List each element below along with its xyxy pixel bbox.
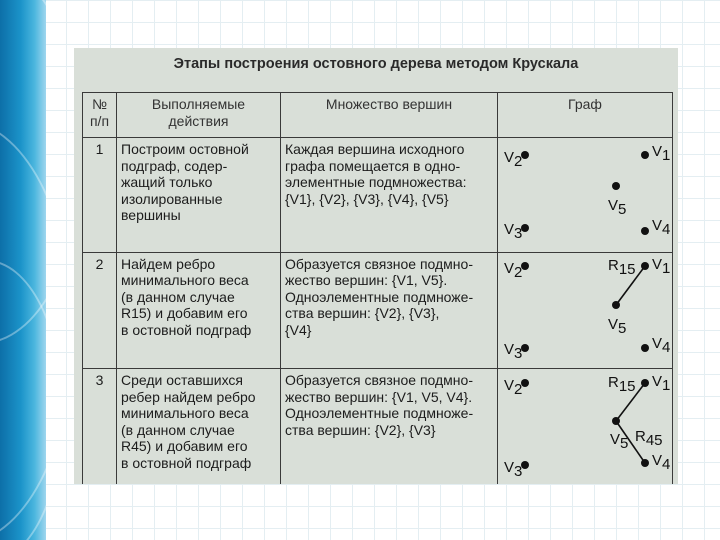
vertex-v1	[641, 151, 649, 159]
header-actions: Выполняемые действия	[117, 93, 281, 138]
label-v2: V2	[504, 149, 523, 170]
table-row	[83, 369, 673, 485]
header-vertex-set: Множество вершин	[281, 93, 498, 138]
vertex-v5	[612, 301, 620, 309]
vertex-v5	[612, 417, 620, 425]
label-v1: V1	[652, 373, 671, 394]
vertex-v4	[641, 344, 649, 352]
step-vertex-set: Образуется связное подмно- жество вершин: {V1, V5}. Одноэлементные подмноже- ства вершин: {V2}, {V3}, {V4}	[281, 252, 498, 369]
table-row	[83, 138, 673, 253]
label-v5: V5	[608, 315, 627, 337]
step-action: Среди оставшихся ребер найдем ребро минимального веса (в данном случае R45) и добавим его в остовной подграф	[117, 369, 281, 485]
step-action: Построим остовной подграф, содер- жащий только изолированные вершины	[117, 138, 281, 253]
step-graph	[498, 369, 673, 485]
vertex-v5	[612, 182, 620, 190]
label-v4: V4	[652, 217, 671, 238]
step-graph	[498, 252, 673, 369]
step-number: 2	[83, 252, 117, 369]
label-v4: V4	[652, 452, 671, 473]
label-r15: R15	[608, 374, 636, 395]
table-row	[83, 252, 673, 369]
label-v3: V3	[504, 221, 523, 242]
step-action: Найдем ребро минимального веса (в данном случае R15) и добавим его в остовной подграф	[117, 252, 281, 369]
label-r15: R15	[608, 256, 636, 278]
label-v5: V5	[608, 197, 627, 218]
kruskal-table	[82, 92, 673, 484]
step-number: 3	[83, 369, 117, 485]
step-vertex-set: Образуется связное подмно- жество вершин: {V1, V5, V4}. Одноэлементные подмноже- ства вершин: {V2}, {V3}	[281, 369, 498, 485]
label-v3: V3	[504, 340, 523, 362]
table-header-row	[83, 93, 673, 138]
label-v2: V2	[504, 259, 523, 281]
label-r45: R45	[635, 428, 663, 449]
label-v3: V3	[504, 459, 523, 480]
graph-step-3	[498, 369, 673, 484]
graph-step-2	[498, 253, 673, 365]
step-graph	[498, 138, 673, 253]
header-graph: Граф	[498, 93, 673, 138]
graph-step-1	[498, 138, 673, 248]
step-number: 1	[83, 138, 117, 253]
vertex-v1	[641, 262, 649, 270]
table-title: Этапы построения остовного дерева методом Крускала	[173, 56, 579, 72]
label-v5: V5	[610, 431, 629, 452]
label-v1: V1	[652, 255, 671, 277]
step-vertex-set: Каждая вершина исходного графа помещается в одно- элементные подмножества: {V1}, {V2}, {V3}, {V4}, {V5}	[281, 138, 498, 253]
vertex-v1	[641, 379, 649, 387]
header-number: № п/п	[83, 93, 117, 138]
label-v2: V2	[504, 377, 523, 398]
decorative-side-band	[0, 0, 46, 540]
vertex-v4	[641, 227, 649, 235]
vertex-v4	[641, 459, 649, 467]
slide-image	[74, 48, 678, 484]
label-v4: V4	[652, 334, 671, 356]
label-v1: V1	[652, 143, 671, 164]
